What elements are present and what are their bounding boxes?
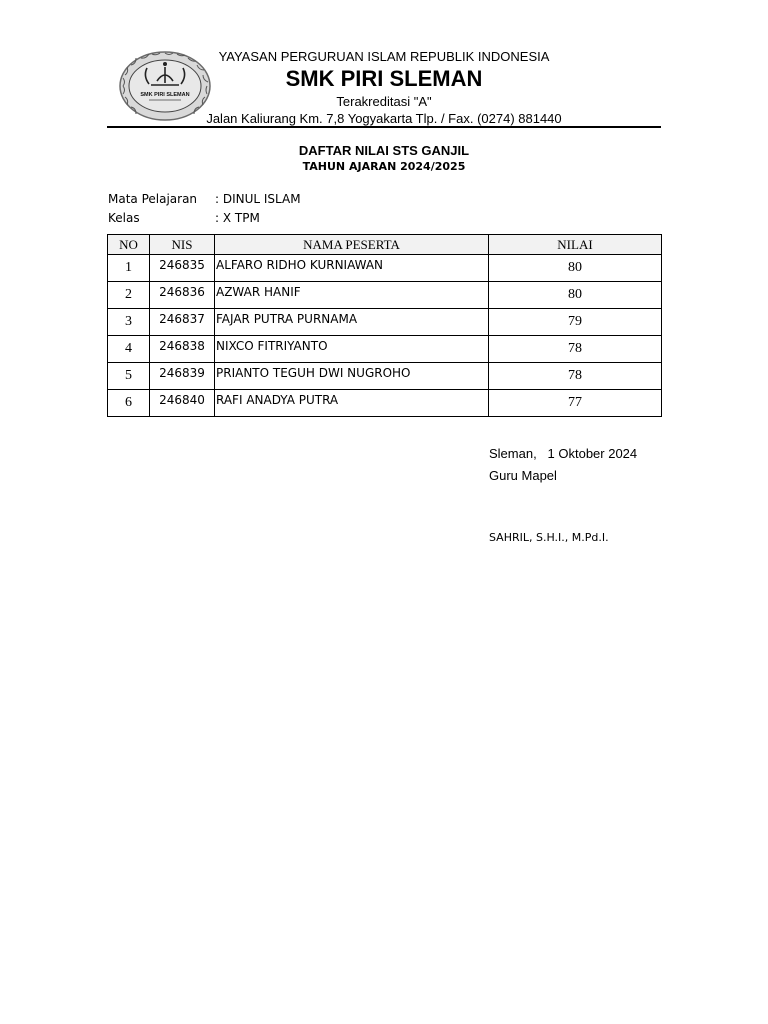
signature-place-date: Sleman, 1 Oktober 2024 bbox=[489, 446, 638, 461]
grades-table bbox=[107, 234, 662, 417]
row-grade: 77 bbox=[568, 395, 582, 410]
subject-value: : DINUL ISLAM bbox=[215, 192, 301, 206]
class-value: : X TPM bbox=[215, 211, 260, 225]
document-subtitle: TAHUN AJARAN 2024/2025 bbox=[302, 160, 466, 173]
table-row bbox=[108, 390, 662, 417]
row-no: 5 bbox=[125, 368, 132, 383]
logo-text: SMK PIRI SLEMAN bbox=[140, 92, 190, 98]
header-grade: NILAI bbox=[489, 235, 662, 255]
table-row bbox=[108, 336, 662, 363]
row-nis: 246837 bbox=[159, 312, 205, 326]
row-name: AZWAR HANIF bbox=[216, 285, 301, 299]
row-name: FAJAR PUTRA PURNAMA bbox=[216, 312, 358, 326]
row-grade: 78 bbox=[568, 341, 582, 356]
row-name: RAFI ANADYA PUTRA bbox=[216, 393, 339, 407]
header-name: NAMA PESERTA bbox=[215, 235, 489, 255]
school-address: Jalan Kaliurang Km. 7,8 Yogyakarta Tlp. / Fax. (0274) 881440 bbox=[206, 111, 562, 126]
signature-name: SAHRIL, S.H.I., M.Pd.I. bbox=[489, 531, 609, 544]
row-grade: 80 bbox=[568, 287, 582, 302]
row-no: 6 bbox=[125, 395, 132, 410]
row-name: NIXCO FITRIYANTO bbox=[216, 339, 328, 353]
row-no: 3 bbox=[125, 314, 132, 329]
row-name: ALFARO RIDHO KURNIAWAN bbox=[216, 258, 384, 272]
table-row bbox=[108, 309, 662, 336]
signature-role: Guru Mapel bbox=[489, 468, 557, 483]
table-row bbox=[108, 363, 662, 390]
row-grade: 78 bbox=[568, 368, 582, 383]
class-label: Kelas bbox=[108, 211, 140, 225]
header-nis: NIS bbox=[150, 235, 215, 255]
table-header-row bbox=[108, 235, 662, 255]
table-row bbox=[108, 255, 662, 282]
foundation-name: YAYASAN PERGURUAN ISLAM REPUBLIK INDONESIA bbox=[218, 49, 550, 64]
table-row bbox=[108, 282, 662, 309]
row-no: 2 bbox=[125, 287, 132, 302]
subject-label: Mata Pelajaran bbox=[108, 192, 198, 206]
row-nis: 246836 bbox=[159, 285, 205, 299]
document-title: DAFTAR NILAI STS GANJIL bbox=[298, 143, 470, 158]
header-no: NO bbox=[108, 235, 150, 255]
row-nis: 246835 bbox=[159, 258, 205, 272]
row-no: 4 bbox=[125, 341, 132, 356]
row-no: 1 bbox=[125, 260, 132, 275]
header-divider bbox=[107, 126, 661, 128]
row-name: PRIANTO TEGUH DWI NUGROHO bbox=[216, 366, 411, 380]
row-grade: 80 bbox=[568, 260, 582, 275]
row-nis: 246840 bbox=[159, 393, 205, 407]
school-name: SMK PIRI SLEMAN bbox=[285, 66, 483, 91]
row-nis: 246838 bbox=[159, 339, 205, 353]
row-grade: 79 bbox=[568, 314, 582, 329]
accreditation: Terakreditasi "A" bbox=[336, 94, 432, 109]
row-nis: 246839 bbox=[159, 366, 205, 380]
